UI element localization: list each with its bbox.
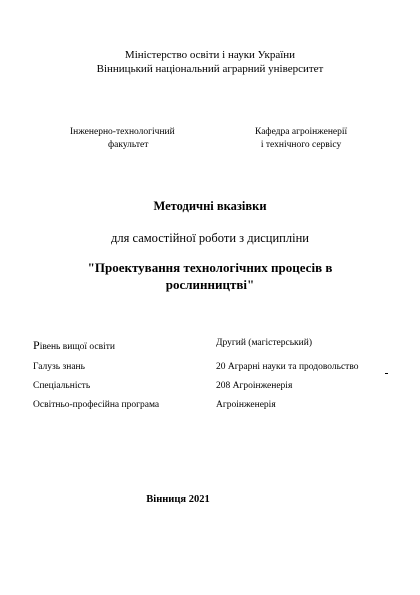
detail-label: Спеціальність <box>33 381 91 391</box>
faculty-line-1: Інженерно-технологічний <box>70 127 175 137</box>
detail-value: Другий (магістерський) <box>216 338 312 348</box>
detail-row-education-level <box>0 338 420 352</box>
discipline-line-2: рослинництві" <box>165 277 255 292</box>
department-block <box>255 126 347 152</box>
detail-value: 20 Аграрні науки та продовольство <box>216 362 359 372</box>
detail-row-program <box>0 400 420 414</box>
detail-row-field-of-knowledge <box>0 362 420 376</box>
faculty-block <box>70 126 175 152</box>
detail-label: Рівень вищої освіти <box>33 338 115 352</box>
faculty-line-2: факультет <box>108 140 149 150</box>
discipline-name <box>0 259 420 293</box>
document-title: Методичні вказівки <box>153 199 267 213</box>
detail-value: 208 Агроінженерія <box>216 381 293 391</box>
detail-row-specialty <box>0 381 420 395</box>
document-subtitle: для самостійної роботи з дисципліни <box>111 231 309 245</box>
detail-label: Галузь знань <box>33 362 85 372</box>
university-name: Вінницький національний аграрний університет <box>96 63 324 75</box>
ministry-name: Міністерство освіти і науки України <box>124 49 296 61</box>
department-line-2: і технічного сервісу <box>260 140 342 150</box>
city-year: Вінниця 2021 <box>146 494 210 505</box>
detail-label: Освітньо-професійна програма <box>33 400 160 410</box>
department-line-1: Кафедра агроінженерії <box>255 127 348 137</box>
detail-value: Агроінженерія <box>216 400 276 410</box>
discipline-line-1: "Проектування технологічних процесів в <box>87 260 333 275</box>
underline-mark <box>385 373 388 374</box>
